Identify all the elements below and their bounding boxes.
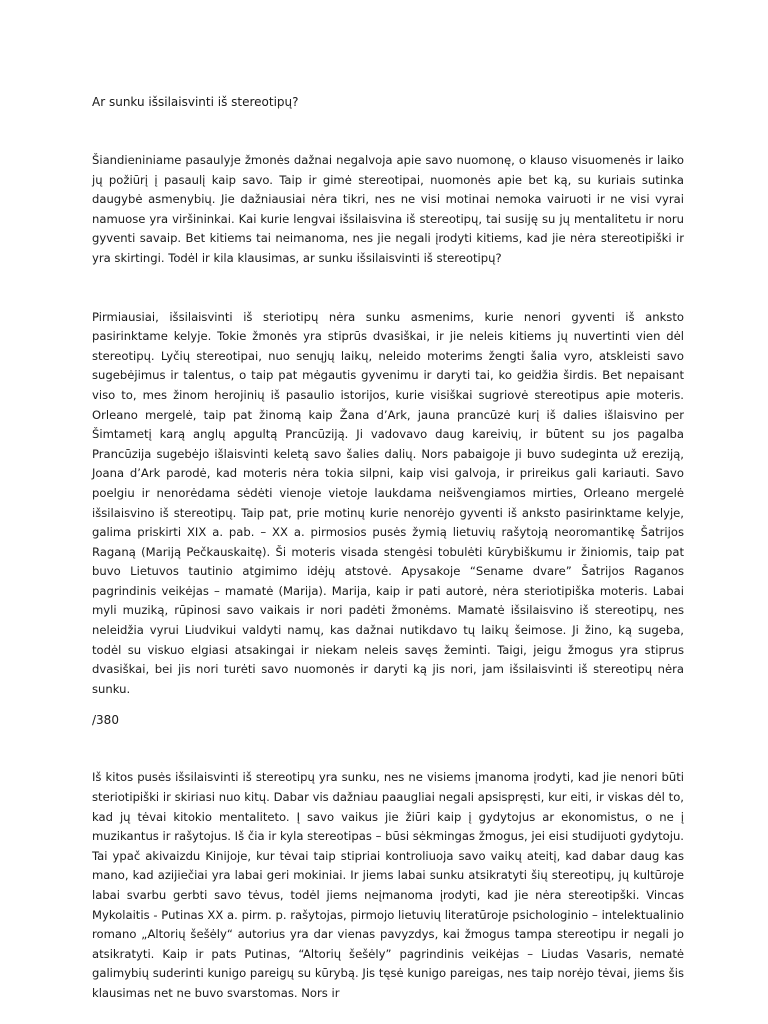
essay-title: Ar sunku išsilaisvinti iš stereotipų? [92,95,299,109]
body-paragraph-2: Iš kitos pusės išsilaisvinti iš stereotipų yra sunku, nes ne visiems įmanoma įrodyti, kad jie nenori būti steriotipiški ir skiriasi nuo kitų. Dabar vis dažniau paaugliai negali apsispręsti, kur eiti, ir viskas dėl to, kad jų tėvai kitokio mentaliteto. Į savo vaikus jie žiūri kaip į gydytojus ar ekonomistus, o ne į muzikantus ir rašytojus. Iš čia ir kyla stereotipas – būsi sėkmingas žmogus, jei eisi studijuoti gydytoju. Tai ypač akivaizdu Kinijoje, kur tėvai taip stipriai kontroliuoja savo vaikų ateitį, kad dabar daug kas mano, kad azijiečiai yra labai geri mokiniai. Ir jiems labai sunku atsikratyti šių stereotipų, jų kultūroje labai svarbu gerbti savo tėvus, todėl jiems neįmanoma įrodyti, kad jie nėra stereotipški. Vincas Mykolaitis - Putinas XX a. pirm. p. rašytojas, pirmojo lietuvių literatūroje psichologinio – intelektualinio romano „Altorių šešėly“ autorius yra dar vienas pavyzdys, kai žmogus tampa stereotipu ir negali jo atsikratyti. Kaip ir pats Putinas, “Altorių šešėly” pagrindinis veikėjas – Liudas Vasaris, nematė galimybių suderinti kunigo pareigų su kūrybą. Jis tęsė kunigo pareigas, nes taip norėjo tėvai, jiems šis klausimas net ne buvo svarstomas. Nors ir [92,770,684,1000]
word-count-note: /380 [92,713,119,728]
body-paragraph-1: Pirmiausiai, išsilaisvinti iš steriotipų nėra sunku asmenims, kurie nenori gyventi iš anksto pasirinktame kelyje. Tokie žmonės yra stiprūs dvasiškai, ir jie neleis kitiems jų nuvertinti vien dėl stereotipų. Lyčių stereotipai, nuo senųjų laikų, neleido moterims žengti šalia vyro, atskleisti savo sugebėjimus ir talentus, o taip pat mėgautis gyvenimu ir daryti tai, ko geidžia širdis. Bet nepaisant viso to, mes žinom herojinių iš pasaulio istorijos, kurie visiškai sugriovė stereotipus apie moteris. Orleano mergelė, taip pat žinomą kaip Žana d’Ark, jauna prancūzė kurį iš dalies išlaisvino per Šimtametį karą anglų apgultą Prancūziją. Ji vadovavo daug kareivių, ir būtent su jos pagalba Prancūzija sugebėjo išlaisvinti keletą savo šalies dalių. Nors pabaigoje ji buvo sudeginta už ereziją, Joana d’Ark parodė, kad moteris nėra tokia silpni, kaip visi galvoja, ir prireikus gali kariauti. Savo poelgiu ir nenorėdama sėdėti vienoje vietoje laukdama neišvengiamos mirties, Orleano mergelė išsilaisvino iš stereotipų. Taip pat, prie motinų kurie nenorėjo gyventi iš anksto pasirinktame kelyje, galima priskirti XIX a. pab. – XX a. pirmosios pusės žymią lietuvių rašytoją neoromantikę Šatrijos Raganą (Mariją Pečkauskaitę). Ši moteris visada stengėsi tobulėti kūrybiškumu ir žiniomis, taip pat buvo Lietuvos tautinio atgimimo idėjų atstovė. Apysakoje “Sename dvare” Šatrijos Raganos pagrindinis veikėjas – mamatė (Marija). Marija, kaip ir pati autorė, nėra steriotipiška moteris. Labai myli muziką, rūpinosi savo vaikais ir nori padėti žmonėms. Mamatė išsilaisvino iš stereotipų, nes neleidžia vyrui Liudvikui valdyti namų, kas dažnai nutikdavo tų laikų šeimose. Ji žino, ką sugeba, todėl su viskuo elgiasi atsakingai ir niekam neleis savęs žeminti. Taigi, jeigu žmogus yra stiprus dvasiškai, bei jis nori turėti savo nuomonės ir daryti ką jis nori, jam išsilaisvinti iš stereotipų nėra sunku. [92,309,684,696]
intro-paragraph: Šiandieniniame pasaulyje žmonės dažnai negalvoja apie savo nuomonę, o klauso visuomenės ir laiko jų požiūrį į pasaulį kaip savo. Taip ir gimė stereotipai, nuomonės apie bet ką, su kuriais sutinka daugybė asmenybių. Jie dažniausiai nėra tikri, nes ne visi motinai nemoka vairuoti ir ne visi vyrai namuose yra viršininkai. Kai kurie lengvai išsilaisvina iš stereotipų, tai susiję su jų mentalitetu ir noru gyventi savaip. Bet kitiems tai neimanoma, nes jie negali įrodyti kitiems, kad jie nėra stereotipiški ir yra skirtingi. Todėl ir kila klausimas, ar sunku išsilaisvinti iš stereotipų? [92,153,684,265]
essay [92,92,684,1004]
